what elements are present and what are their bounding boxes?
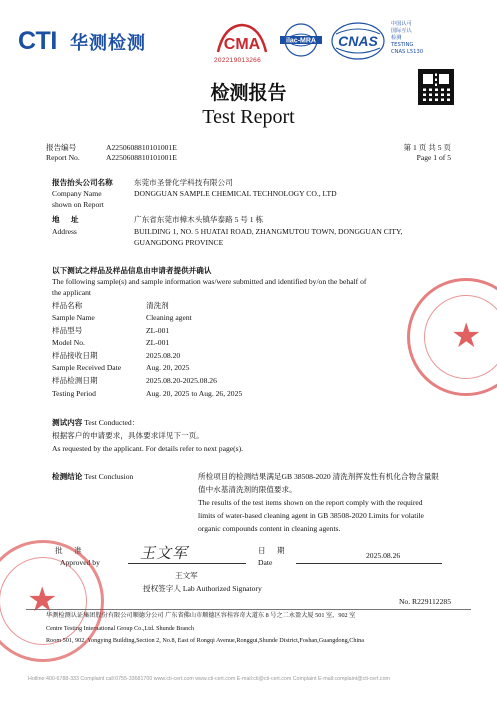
sample-row-label: Model No. xyxy=(52,338,85,347)
conclusion-label-en: Test Conclusion xyxy=(84,472,134,481)
date-line xyxy=(296,563,442,564)
sample-row-label: 样品检测日期 xyxy=(52,376,98,385)
conclusion-heading xyxy=(52,472,133,481)
cnas-text: CNAS xyxy=(338,33,378,49)
conclusion-en-line1: The results of the test items shown on the report comply with the required xyxy=(198,498,423,507)
report-date: 2025.08.26 xyxy=(366,551,401,560)
sample-row-value: Aug. 20, 2025 to Aug. 26, 2025 xyxy=(146,389,243,398)
report-no-value-cn: A2250608810101001E xyxy=(106,143,177,152)
conducted-label-en: Test Conducted： xyxy=(84,418,140,427)
sample-row-value: ZL-001 xyxy=(146,338,170,347)
sample-row-label: Testing Period xyxy=(52,389,96,398)
sample-row-label: 样品型号 xyxy=(52,326,83,335)
conclusion-cn-line1: 所检项目的检测结果满足GB 38508-2020 清洗剂挥发性有机化合物含量限 xyxy=(198,472,439,481)
sample-row-value: Cleaning agent xyxy=(146,313,192,322)
company-label-en2: shown on Report xyxy=(52,200,104,209)
report-no-label-en: Report No. xyxy=(46,153,80,162)
footer-company-cn: 华测检测认证集团股份有限公司顺德分公司 广东省佛山市顺德区容桂容奇大道东 8 号之二永盈大厦 501 室、902 室 xyxy=(46,612,356,619)
sample-row-label: 样品名称 xyxy=(52,301,83,310)
conducted-heading xyxy=(52,418,139,427)
cnas-side-text xyxy=(391,21,423,56)
signatory-label-cn: 授权签字人 xyxy=(143,584,181,593)
signatory-label xyxy=(143,584,262,593)
document-number: No. R229112285 xyxy=(398,597,451,606)
title-english: Test Report xyxy=(202,106,295,128)
address-cn: 广东省东莞市樟木头镇华泰路 5 号 1 栋 xyxy=(134,215,264,224)
signature: 王文军 xyxy=(140,544,189,562)
bottom-contact-footer: Hotline:400-6788-333 Complaint call:0755-33681700 www.cti-cert.com www.cti-cert.com E-mail:cti@cti-cert.com Complaint E-mail:complaint@cti-cert.com xyxy=(28,676,390,682)
cti-logo: CTI xyxy=(18,27,57,55)
address-label-cn: 地 址 xyxy=(52,215,79,224)
address-en-line1: BUILDING 1, NO. 5 HUATAI ROAD, ZHANGMUTOU TOWN, DONGGUAN CITY, xyxy=(134,227,403,236)
ilac-logo-icon xyxy=(277,22,325,58)
company-name-en: DONGGUAN SAMPLE CHEMICAL TECHNOLOGY CO., LTD xyxy=(134,189,337,198)
footer-address-en: Room 501, 902, Yongying Building,Section 2, No.8, East of Rongqi Avenue,Ronggui,Shunde District,Foshan,Guangdong,China xyxy=(46,637,365,644)
page-indicator-cn: 第 1 页 共 5 页 xyxy=(403,143,451,152)
report-no-value-en: A2250608810101001E xyxy=(106,153,177,162)
star-icon: ★ xyxy=(451,316,482,356)
conclusion-cn-line2: 值中水基清洗剂的限值要求。 xyxy=(198,485,297,494)
sample-intro-cn: 以下测试之样品及样品信息由申请者提供并确认 xyxy=(52,266,212,275)
conclusion-label-cn: 检测结论 xyxy=(52,472,83,481)
company-label-cn: 报告抬头公司名称 xyxy=(52,178,113,187)
sample-row-value: Aug. 20, 2025 xyxy=(146,363,190,372)
cnas-side-line: 检测 xyxy=(391,35,402,41)
approved-by-label-en: Approved by xyxy=(60,558,100,567)
sample-row-value: 2025.08.20-2025.08.26 xyxy=(146,376,217,385)
conclusion-en-line3: organic compounds content in cleaning agents. xyxy=(198,524,341,533)
company-name-cn: 东莞市圣誉化学科技有限公司 xyxy=(134,178,233,187)
date-label-en: Date xyxy=(258,558,273,567)
cma-number: 202219013266 xyxy=(214,57,261,64)
cma-mark xyxy=(214,22,270,64)
approved-by-label-cn: 批 准 xyxy=(55,546,82,555)
cti-logo-chinese: 华测检测 xyxy=(70,33,146,54)
address-label-en: Address xyxy=(52,227,77,236)
cma-logo-icon xyxy=(214,22,270,56)
sample-intro-en-line1: The following sample(s) and sample information was/were submitted and identified by/on the behalf of xyxy=(52,277,367,286)
conclusion-en-line2: limits of water-based cleaning agent in GB 38508-2020 Limits for volatile xyxy=(198,511,424,520)
sample-row-value: 2025.08.20 xyxy=(146,351,181,360)
sample-row-label: Sample Name xyxy=(52,313,95,322)
signatory-label-en: Lab Authorized Signatory xyxy=(182,584,262,593)
cnas-mark xyxy=(330,20,386,62)
cma-text: CMA xyxy=(223,36,261,53)
ilac-mra-mark xyxy=(277,22,325,58)
cnas-side-line: 国际互认 xyxy=(391,28,412,34)
conducted-line-en: As requested by the applicant. For details refer to next page(s). xyxy=(52,444,244,453)
right-seal-stamp xyxy=(407,278,497,396)
sample-row-label: 样品接收日期 xyxy=(52,351,98,360)
sample-row-value: 清洗剂 xyxy=(146,301,169,310)
title-chinese: 检测报告 xyxy=(210,82,287,104)
cnas-side-line: CNAS L5130 xyxy=(391,49,424,55)
footer-company-en: Centre Testing International Group Co.,Ltd. Shunde Branch xyxy=(46,625,195,632)
conducted-label-cn: 测试内容 xyxy=(52,418,83,427)
conducted-line-cn: 根据客户的申请要求，具体要求详见下一页。 xyxy=(52,431,204,440)
sample-intro-en-line2: the applicant xyxy=(52,288,92,297)
cnas-side-line: TESTING xyxy=(391,42,414,48)
address-en-line2: GUANGDONG PROVINCE xyxy=(134,238,224,247)
cnas-side-line: 中国认可 xyxy=(391,21,412,27)
signer-name: 王文军 xyxy=(175,571,198,580)
sample-row-label: Sample Received Date xyxy=(52,363,122,372)
ilac-text: ilac-MRA xyxy=(286,37,316,45)
report-no-label-cn: 报告编号 xyxy=(46,143,77,152)
signature-line xyxy=(128,563,246,564)
page-indicator-en: Page 1 of 5 xyxy=(416,153,451,162)
company-label-en: Company Name xyxy=(52,189,102,198)
star-icon: ★ xyxy=(27,580,58,620)
sample-row-value: ZL-001 xyxy=(146,326,170,335)
cnas-logo-icon xyxy=(330,20,386,62)
date-label-cn: 日 期 xyxy=(258,546,285,555)
